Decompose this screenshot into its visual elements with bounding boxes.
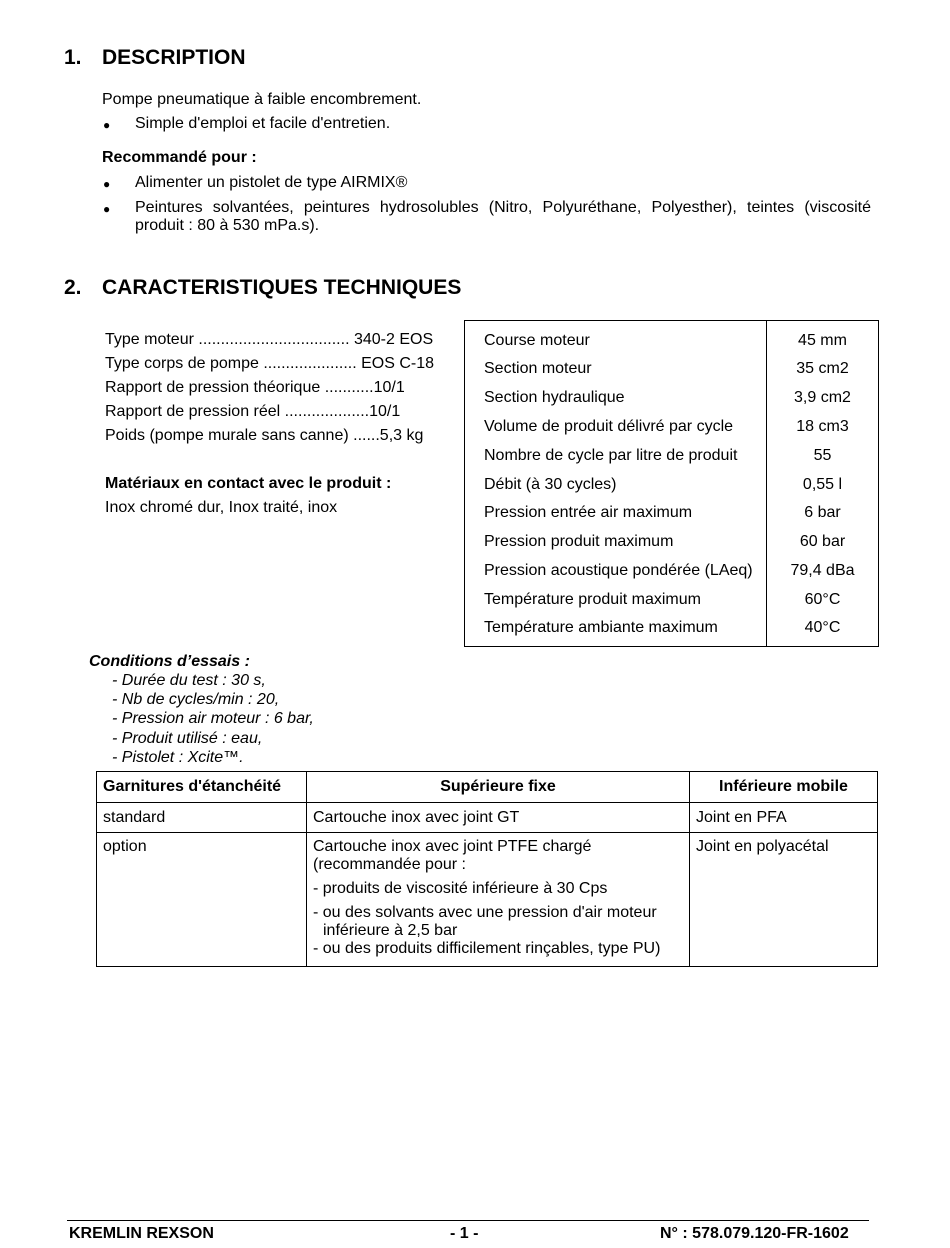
table-cell-label: Pression acoustique pondérée (LAeq)	[465, 557, 767, 586]
table-row	[97, 803, 878, 833]
spec-list	[105, 331, 434, 451]
footer-page-number: - 1 -	[450, 1225, 479, 1242]
table-row	[465, 470, 879, 499]
table-cell-label: Section moteur	[465, 355, 767, 384]
spec-line: Rapport de pression théorique ...........10/1	[105, 379, 405, 396]
table-row	[465, 383, 879, 412]
table-header-row	[97, 772, 878, 803]
table-cell-label: Température ambiante maximum	[465, 615, 767, 647]
condition-item: - Pistolet : Xcite™.	[112, 748, 244, 766]
cell-line: (recommandée pour :	[313, 856, 466, 873]
table-cell: Cartouche inox avec joint GT	[307, 803, 690, 833]
intro-text: Pompe pneumatique à faible encombrement.	[102, 91, 422, 108]
condition-item: - Pression air moteur : 6 bar,	[112, 710, 314, 728]
table-cell	[307, 833, 690, 967]
section-2-heading	[64, 276, 664, 302]
table-row	[465, 499, 879, 528]
spec-line: Poids (pompe murale sans canne) ......5,3 kg	[105, 427, 424, 444]
section-title: CARACTERISTIQUES TECHNIQUES	[102, 276, 462, 299]
table-cell: option	[97, 833, 307, 967]
table-cell: Joint en PFA	[690, 803, 878, 833]
bullet-item: Simple d'emploi et facile d'entretien.	[135, 115, 391, 132]
table-row	[465, 321, 879, 355]
bullet-icon: ●	[103, 118, 111, 132]
table-cell-value: 35 cm2	[796, 359, 849, 377]
footer-divider	[67, 1220, 869, 1221]
condition-item: - Nb de cycles/min : 20,	[112, 691, 280, 709]
table-cell-label: Volume de produit délivré par cycle	[465, 412, 767, 441]
cell-line: - produits de viscosité inférieure à 30 Cps	[313, 880, 608, 897]
table-cell-value: 79,4 dBa	[790, 562, 855, 580]
conditions-heading: Conditions d’essais :	[89, 653, 250, 670]
table-cell-label: Température produit maximum	[465, 586, 767, 615]
bullet-icon: ●	[103, 202, 111, 216]
bullet-item: Alimenter un pistolet de type AIRMIX®	[135, 174, 408, 191]
cell-line: - ou des produits difficilement rinçables, type PU)	[313, 940, 661, 957]
table-header: Inférieure mobile	[690, 772, 878, 803]
table-row	[465, 441, 879, 470]
table-header: Supérieure fixe	[307, 772, 690, 803]
table-cell: standard	[97, 803, 307, 833]
table-cell: Joint en polyacétal	[690, 833, 878, 967]
section-number: 1.	[64, 46, 82, 69]
table-row	[465, 355, 879, 384]
table-cell-value: 40°C	[804, 619, 841, 637]
spec-line: Type corps de pompe ..................... EOS C-18	[105, 355, 435, 372]
table-cell-label: Nombre de cycle par litre de produit	[465, 441, 767, 470]
table-cell-value: 0,55 l	[802, 475, 843, 493]
table-cell-label: Course moteur	[465, 321, 767, 355]
table-row	[465, 615, 879, 647]
materials-heading: Matériaux en contact avec le produit :	[105, 475, 392, 492]
bullet-item-continuation: produit : 80 à 530 mPa.s).	[135, 217, 320, 234]
table-cell-value: 60 bar	[799, 533, 846, 551]
condition-item: - Produit utilisé : eau,	[112, 729, 263, 747]
footer-company: KREMLIN REXSON	[69, 1225, 214, 1242]
table-row	[465, 586, 879, 615]
table-cell-label: Débit (à 30 cycles)	[465, 470, 767, 499]
table-cell-value: 6 bar	[804, 504, 841, 522]
section-1-heading	[64, 46, 564, 72]
bullet-item: Peintures solvantées, peintures hydrosolubles (Nitro, Polyuréthane, Polyesther), teintes (viscosité	[135, 199, 871, 216]
table-cell-label: Section hydraulique	[465, 383, 767, 412]
bullet-icon: ●	[103, 177, 111, 191]
table-row	[465, 528, 879, 557]
section-title: DESCRIPTION	[102, 46, 246, 69]
spec-line: Rapport de pression réel ...................10/1	[105, 403, 401, 420]
table-row	[465, 412, 879, 441]
table-cell-label: Pression produit maximum	[465, 528, 767, 557]
table-cell-value: 45 mm	[798, 331, 847, 349]
conditions-list	[112, 672, 314, 768]
table-cell-value: 3,9 cm2	[794, 388, 851, 406]
table-row	[97, 833, 878, 967]
seals-table	[96, 771, 878, 967]
footer-document-number: N° : 578.079.120-FR-1602	[660, 1225, 849, 1242]
table-cell-value: 18 cm3	[796, 417, 849, 435]
section-number: 2.	[64, 276, 82, 299]
table-header: Garnitures d'étanchéité	[97, 772, 307, 803]
table-cell-value: 55	[813, 446, 832, 464]
cell-line: - ou des solvants avec une pression d'air moteur	[313, 904, 657, 921]
technical-table	[464, 320, 879, 647]
spec-line: Type moteur .................................. 340-2 EOS	[105, 331, 434, 348]
table-cell-value: 60°C	[804, 591, 841, 609]
condition-item: - Durée du test : 30 s,	[112, 672, 266, 689]
cell-line: inférieure à 2,5 bar	[323, 922, 458, 939]
materials-text: Inox chromé dur, Inox traité, inox	[105, 499, 338, 516]
cell-line: Cartouche inox avec joint PTFE chargé	[313, 838, 592, 855]
table-cell-label: Pression entrée air maximum	[465, 499, 767, 528]
recommended-heading: Recommandé pour :	[102, 149, 257, 166]
table-row	[465, 557, 879, 586]
